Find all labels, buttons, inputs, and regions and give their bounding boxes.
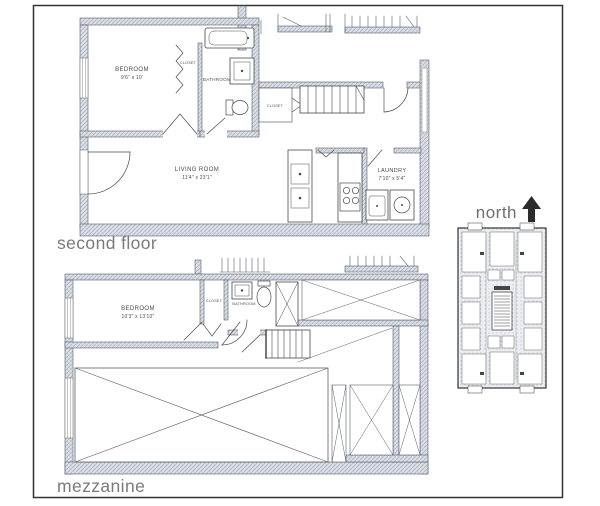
second-floor-bathroom-fixtures: [202, 28, 254, 115]
room-dims-bedroom: 9'6" x 10': [120, 75, 144, 81]
window-icon: [65, 298, 73, 338]
room-label-closet: CLOSET: [179, 61, 197, 65]
bifold-closet-door-icon: [176, 45, 183, 93]
stove-icon: [340, 183, 360, 211]
room-label-hall-closet: CLOSET: [266, 104, 284, 108]
toilet-icon: [226, 100, 248, 115]
adjacent-wall-fragments: [238, 6, 420, 50]
room-label-bedroom: BEDROOM: [121, 306, 155, 312]
kitchen-counter-right: [338, 153, 362, 222]
door-opening: [80, 150, 88, 194]
mezzanine-top-fragments: [195, 256, 418, 274]
room-dims-bedroom: 10'3" x 13'10": [121, 314, 155, 320]
toilet-icon: [257, 281, 271, 307]
shower-icon: [276, 282, 298, 326]
window-icon: [65, 378, 73, 438]
mezzanine-plan: [57, 256, 428, 496]
room-label-closet: CLOSET: [205, 299, 223, 303]
caption-second-floor: second floor: [57, 233, 158, 253]
north-arrow-icon: [522, 196, 541, 222]
window-icon: [422, 68, 427, 132]
kitchen-counter-left: [288, 150, 312, 222]
second-floor-plan: [57, 6, 429, 253]
window-icon: [80, 58, 88, 98]
washer-icon: [366, 190, 388, 220]
room-label-bathroom: BATHROOM: [202, 77, 232, 82]
room-label-laundry: LAUNDRY: [377, 168, 407, 174]
room-label-bedroom: BEDROOM: [115, 67, 149, 73]
compass: [476, 196, 541, 222]
room-label-living-room: LIVING ROOM: [174, 167, 220, 173]
dryer-icon: [390, 190, 414, 220]
room-label-bathroom: BATHROOM: [232, 302, 256, 306]
stairs-icon: [300, 86, 364, 113]
room-dims-living-room: 11'4" x 23'1": [182, 175, 212, 181]
key-plan: [458, 223, 546, 393]
room-dims-laundry: 7'10" x 5'4": [378, 176, 406, 182]
stairs-icon: [266, 330, 310, 358]
caption-mezzanine: mezzanine: [57, 476, 146, 496]
north-label: north: [475, 203, 517, 222]
